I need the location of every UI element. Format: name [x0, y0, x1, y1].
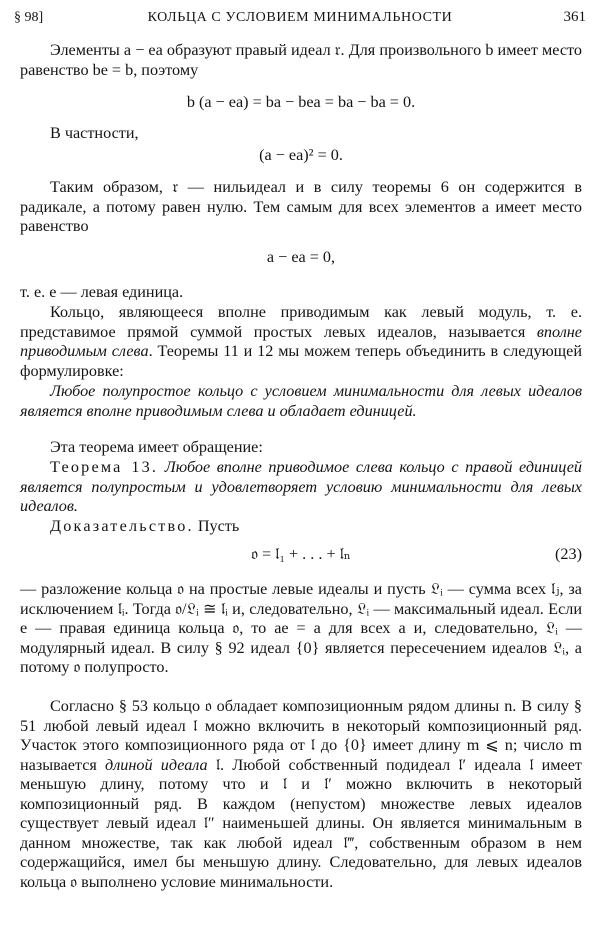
proof-heading: Доказательство.: [50, 517, 194, 535]
theorem-13-heading: Теорема 13.: [50, 458, 159, 476]
paragraph-11: [20, 697, 582, 892]
theorem-13: [20, 458, 582, 517]
paragraph-10: — разложение кольца 𝔬 на простые левые идеалы и пусть 𝔏ᵢ — сумма всех 𝔩ⱼ, за исключением 𝔩ᵢ. Тогда 𝔬/𝔏ᵢ ≅ 𝔩ᵢ и, следовательно, 𝔏ᵢ — максимальный идеал. Если e — правая единица кольца 𝔬, то ae = a для всех a и, следовательно, 𝔏ᵢ — модулярный идеал. В силу § 92 идеал {0} является пересечением идеалов 𝔏ᵢ, а потому 𝔬 полупросто.: [20, 580, 582, 676]
paragraph-1: Элементы a − ea образуют правый идеал 𝔯. Для произвольного b имеет место равенство be = b, поэтому: [20, 41, 582, 79]
term-ideal-length: длиной идеала: [105, 755, 208, 774]
proof-start: [20, 517, 582, 537]
section-ref: § 98]: [14, 10, 44, 25]
theorem-13-text: Любое вполне приводимое слева кольцо с правой единицей является полупростым и удовлетворяет условию минимальности для левых идеалов.: [20, 458, 582, 515]
equation-1: b (a − ea) = ba − bea = ba − ba = 0.: [186, 93, 416, 111]
p5-text-b: . Теоремы 11 и 12 мы можем теперь объединить в следующей формулировке:: [20, 342, 582, 380]
equation-23: 𝔬 = 𝔩₁ + . . . + 𝔩ₙ: [251, 545, 351, 563]
p11-text-a: Согласно § 53 кольцо 𝔬 обладает композиционным рядом длины n. В силу § 51 любой левый идеал 𝔩 можно включить в некоторый композиционный ряд. Участок этого композиционного ряда от 𝔩 до {0} имеет длину m ⩽ n; число m называется: [20, 697, 582, 774]
term-completely-reducible: вполне приводимым слева: [20, 322, 582, 360]
paragraph-4: т. е. e — левая единица.: [20, 283, 184, 301]
equation-number: (23): [555, 545, 582, 563]
paragraph-7: Эта теорема имеет обращение:: [50, 438, 263, 456]
theorem-statement: [20, 382, 582, 421]
equation-2: (a − ea)² = 0.: [259, 146, 343, 164]
equation-3: a − ea = 0,: [266, 248, 336, 266]
theorem-text: Любое полупростое кольцо с условием минимальности для левых идеалов является вполне приводимым слева и обладает единицей.: [20, 382, 582, 420]
running-title: КОЛЬЦА С УСЛОВИЕМ МИНИМАЛЬНОСТИ: [147, 10, 453, 25]
paragraph-5: [20, 303, 582, 381]
proof-lead: Пусть: [193, 517, 240, 535]
p5-text-a: Кольцо, являющееся вполне приводимым как левый модуль, т. е. представимое прямой суммой простых левых идеалов, называется: [20, 303, 582, 341]
page-number: 361: [563, 9, 586, 25]
paragraph-3: Таким образом, 𝔯 — нильидеал и в силу теоремы 6 он содержится в радикале, а потому равен нулю. Тем самым для всех элементов a имеет место равенство: [20, 178, 582, 235]
running-header: [14, 8, 586, 28]
p11-text-b: 𝔩. Любой собственный подидеал 𝔩′ идеала 𝔩 имеет меньшую длину, потому что и 𝔩 и 𝔩′ можно включить в некоторый композиционный ряд. В каждом (непустом) множестве левых идеалов существует левый идеал 𝔩″ наименьшей длины. Он является минимальным в данном множестве, так как любой идеал 𝔩‴, собственным образом в нем содержащийся, имел бы меньшую длину. Следовательно, для левых идеалов кольца 𝔬 выполнено условие минимальности.: [20, 755, 582, 891]
paragraph-2: В частности,: [50, 124, 139, 142]
